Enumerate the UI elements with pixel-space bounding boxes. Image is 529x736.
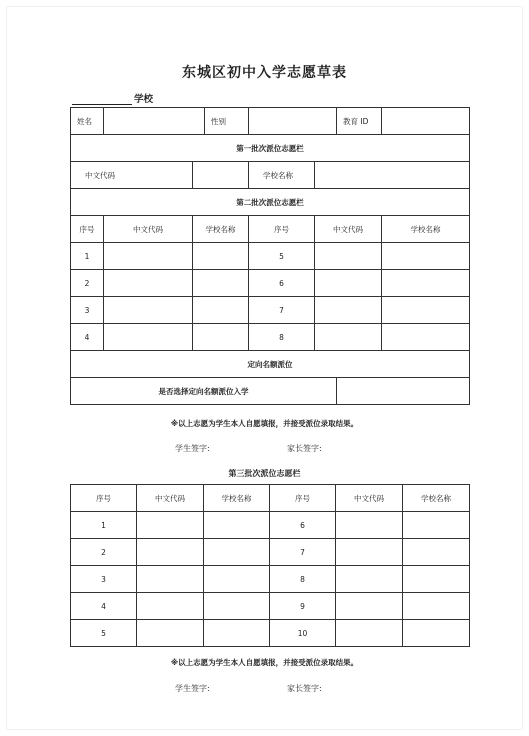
code-input-cell[interactable] — [104, 270, 193, 297]
col-header-seq: 序号 — [270, 485, 336, 512]
seq-number: 9 — [270, 593, 336, 620]
batch3-header: 第三批次派位志愿栏 — [228, 469, 301, 478]
table-row — [71, 566, 470, 593]
seq-number: 5 — [249, 243, 315, 270]
col-header-code: 中文代码 — [336, 485, 403, 512]
seq-number: 1 — [71, 243, 104, 270]
seq-number: 10 — [270, 620, 336, 647]
school-input-cell[interactable] — [193, 324, 249, 351]
directed-question: 是否选择定向名额派位入学 — [71, 378, 337, 405]
school-input-cell[interactable] — [403, 593, 470, 620]
seq-number: 1 — [71, 512, 137, 539]
gender-input-cell[interactable] — [249, 108, 337, 135]
declaration-note: ※以上志愿为学生本人自愿填报，并接受派位录取结果。 — [170, 419, 359, 428]
seq-number: 4 — [71, 593, 137, 620]
table-row — [71, 270, 470, 297]
edu-id-label: 教育 ID — [337, 108, 382, 135]
code-input-cell[interactable] — [336, 539, 403, 566]
seq-number: 7 — [270, 539, 336, 566]
col-header-school: 学校名称 — [193, 216, 249, 243]
directed-row — [71, 378, 470, 405]
batch1-row — [71, 162, 470, 189]
name-input-cell[interactable] — [104, 108, 205, 135]
code-input-cell[interactable] — [336, 620, 403, 647]
batch2-header: 第二批次派位志愿栏 — [71, 189, 470, 216]
form-title: 东城区初中入学志愿草表 — [182, 65, 347, 81]
directed-header-row — [71, 351, 470, 378]
declaration-note: ※以上志愿为学生本人自愿填报，并接受派位录取结果。 — [170, 658, 359, 667]
seq-number: 3 — [71, 297, 104, 324]
student-signature-label: 学生签字: — [175, 684, 210, 693]
school-input-cell[interactable] — [204, 593, 270, 620]
code-input-cell[interactable] — [104, 297, 193, 324]
school-input-cell[interactable] — [204, 539, 270, 566]
seq-number: 4 — [71, 324, 104, 351]
seq-number: 2 — [71, 539, 137, 566]
school-input-cell[interactable] — [193, 297, 249, 324]
code-input-cell[interactable] — [137, 539, 204, 566]
col-header-seq: 序号 — [71, 485, 137, 512]
code-input-cell[interactable] — [315, 324, 382, 351]
school-input-cell[interactable] — [403, 620, 470, 647]
col-header-code: 中文代码 — [104, 216, 193, 243]
code-input-cell[interactable] — [137, 566, 204, 593]
code-input-cell[interactable] — [104, 243, 193, 270]
batch3-col-header-row — [71, 485, 470, 512]
col-header-seq: 序号 — [71, 216, 104, 243]
seq-number: 7 — [249, 297, 315, 324]
school-input-cell[interactable] — [193, 270, 249, 297]
school-input-cell[interactable] — [382, 324, 470, 351]
table-row — [71, 324, 470, 351]
code-input-cell[interactable] — [137, 593, 204, 620]
batch1-header-row — [71, 135, 470, 162]
seq-number: 6 — [249, 270, 315, 297]
school-input-cell[interactable] — [204, 512, 270, 539]
seq-number: 8 — [249, 324, 315, 351]
school-input-cell[interactable] — [403, 566, 470, 593]
school-input-cell[interactable] — [382, 243, 470, 270]
directed-answer-cell[interactable] — [337, 378, 470, 405]
school-input-cell[interactable] — [204, 566, 270, 593]
code-input-cell[interactable] — [137, 512, 204, 539]
seq-number: 6 — [270, 512, 336, 539]
table-row — [71, 512, 470, 539]
code-input-cell[interactable] — [104, 324, 193, 351]
batch1-header: 第一批次派位志愿栏 — [71, 135, 470, 162]
code-input-cell[interactable] — [315, 243, 382, 270]
parent-signature-label: 家长签字: — [287, 684, 322, 693]
school-input-cell[interactable] — [382, 297, 470, 324]
table-row — [71, 593, 470, 620]
code-input-cell[interactable] — [315, 297, 382, 324]
col-header-code: 中文代码 — [315, 216, 382, 243]
code-input-cell[interactable] — [336, 512, 403, 539]
school-input-cell[interactable] — [382, 270, 470, 297]
school-suffix-label: 学校 — [134, 94, 154, 105]
parent-signature-label: 家长签字: — [287, 444, 322, 453]
school-input-cell[interactable] — [403, 512, 470, 539]
name-label: 姓名 — [71, 108, 104, 135]
col-header-school: 学校名称 — [382, 216, 470, 243]
batch1-school-label: 学校名称 — [249, 162, 315, 189]
batch1-school-input-cell[interactable] — [315, 162, 470, 189]
code-input-cell[interactable] — [137, 620, 204, 647]
batch2-header-row — [71, 189, 470, 216]
seq-number: 3 — [71, 566, 137, 593]
directed-header: 定向名额派位 — [71, 351, 470, 378]
edu-id-input-cell[interactable] — [382, 108, 470, 135]
code-input-cell[interactable] — [315, 270, 382, 297]
school-input-cell[interactable] — [193, 243, 249, 270]
batch1-code-input-cell[interactable] — [193, 162, 249, 189]
code-input-cell[interactable] — [336, 593, 403, 620]
gender-label: 性别 — [205, 108, 249, 135]
school-input-cell[interactable] — [204, 620, 270, 647]
main-form-table — [70, 107, 470, 405]
info-row — [71, 108, 470, 135]
table-row — [71, 620, 470, 647]
school-field — [72, 91, 153, 105]
batch1-code-label: 中文代码 — [71, 162, 193, 189]
seq-number: 5 — [71, 620, 137, 647]
school-input-cell[interactable] — [403, 539, 470, 566]
batch3-table — [70, 484, 470, 647]
school-blank-line[interactable] — [72, 94, 132, 105]
col-header-seq: 序号 — [249, 216, 315, 243]
table-row — [71, 539, 470, 566]
table-row — [71, 243, 470, 270]
batch2-col-header-row — [71, 216, 470, 243]
seq-number: 8 — [270, 566, 336, 593]
code-input-cell[interactable] — [336, 566, 403, 593]
seq-number: 2 — [71, 270, 104, 297]
col-header-code: 中文代码 — [137, 485, 204, 512]
student-signature-label: 学生签字: — [175, 444, 210, 453]
col-header-school: 学校名称 — [204, 485, 270, 512]
table-row — [71, 297, 470, 324]
col-header-school: 学校名称 — [403, 485, 470, 512]
